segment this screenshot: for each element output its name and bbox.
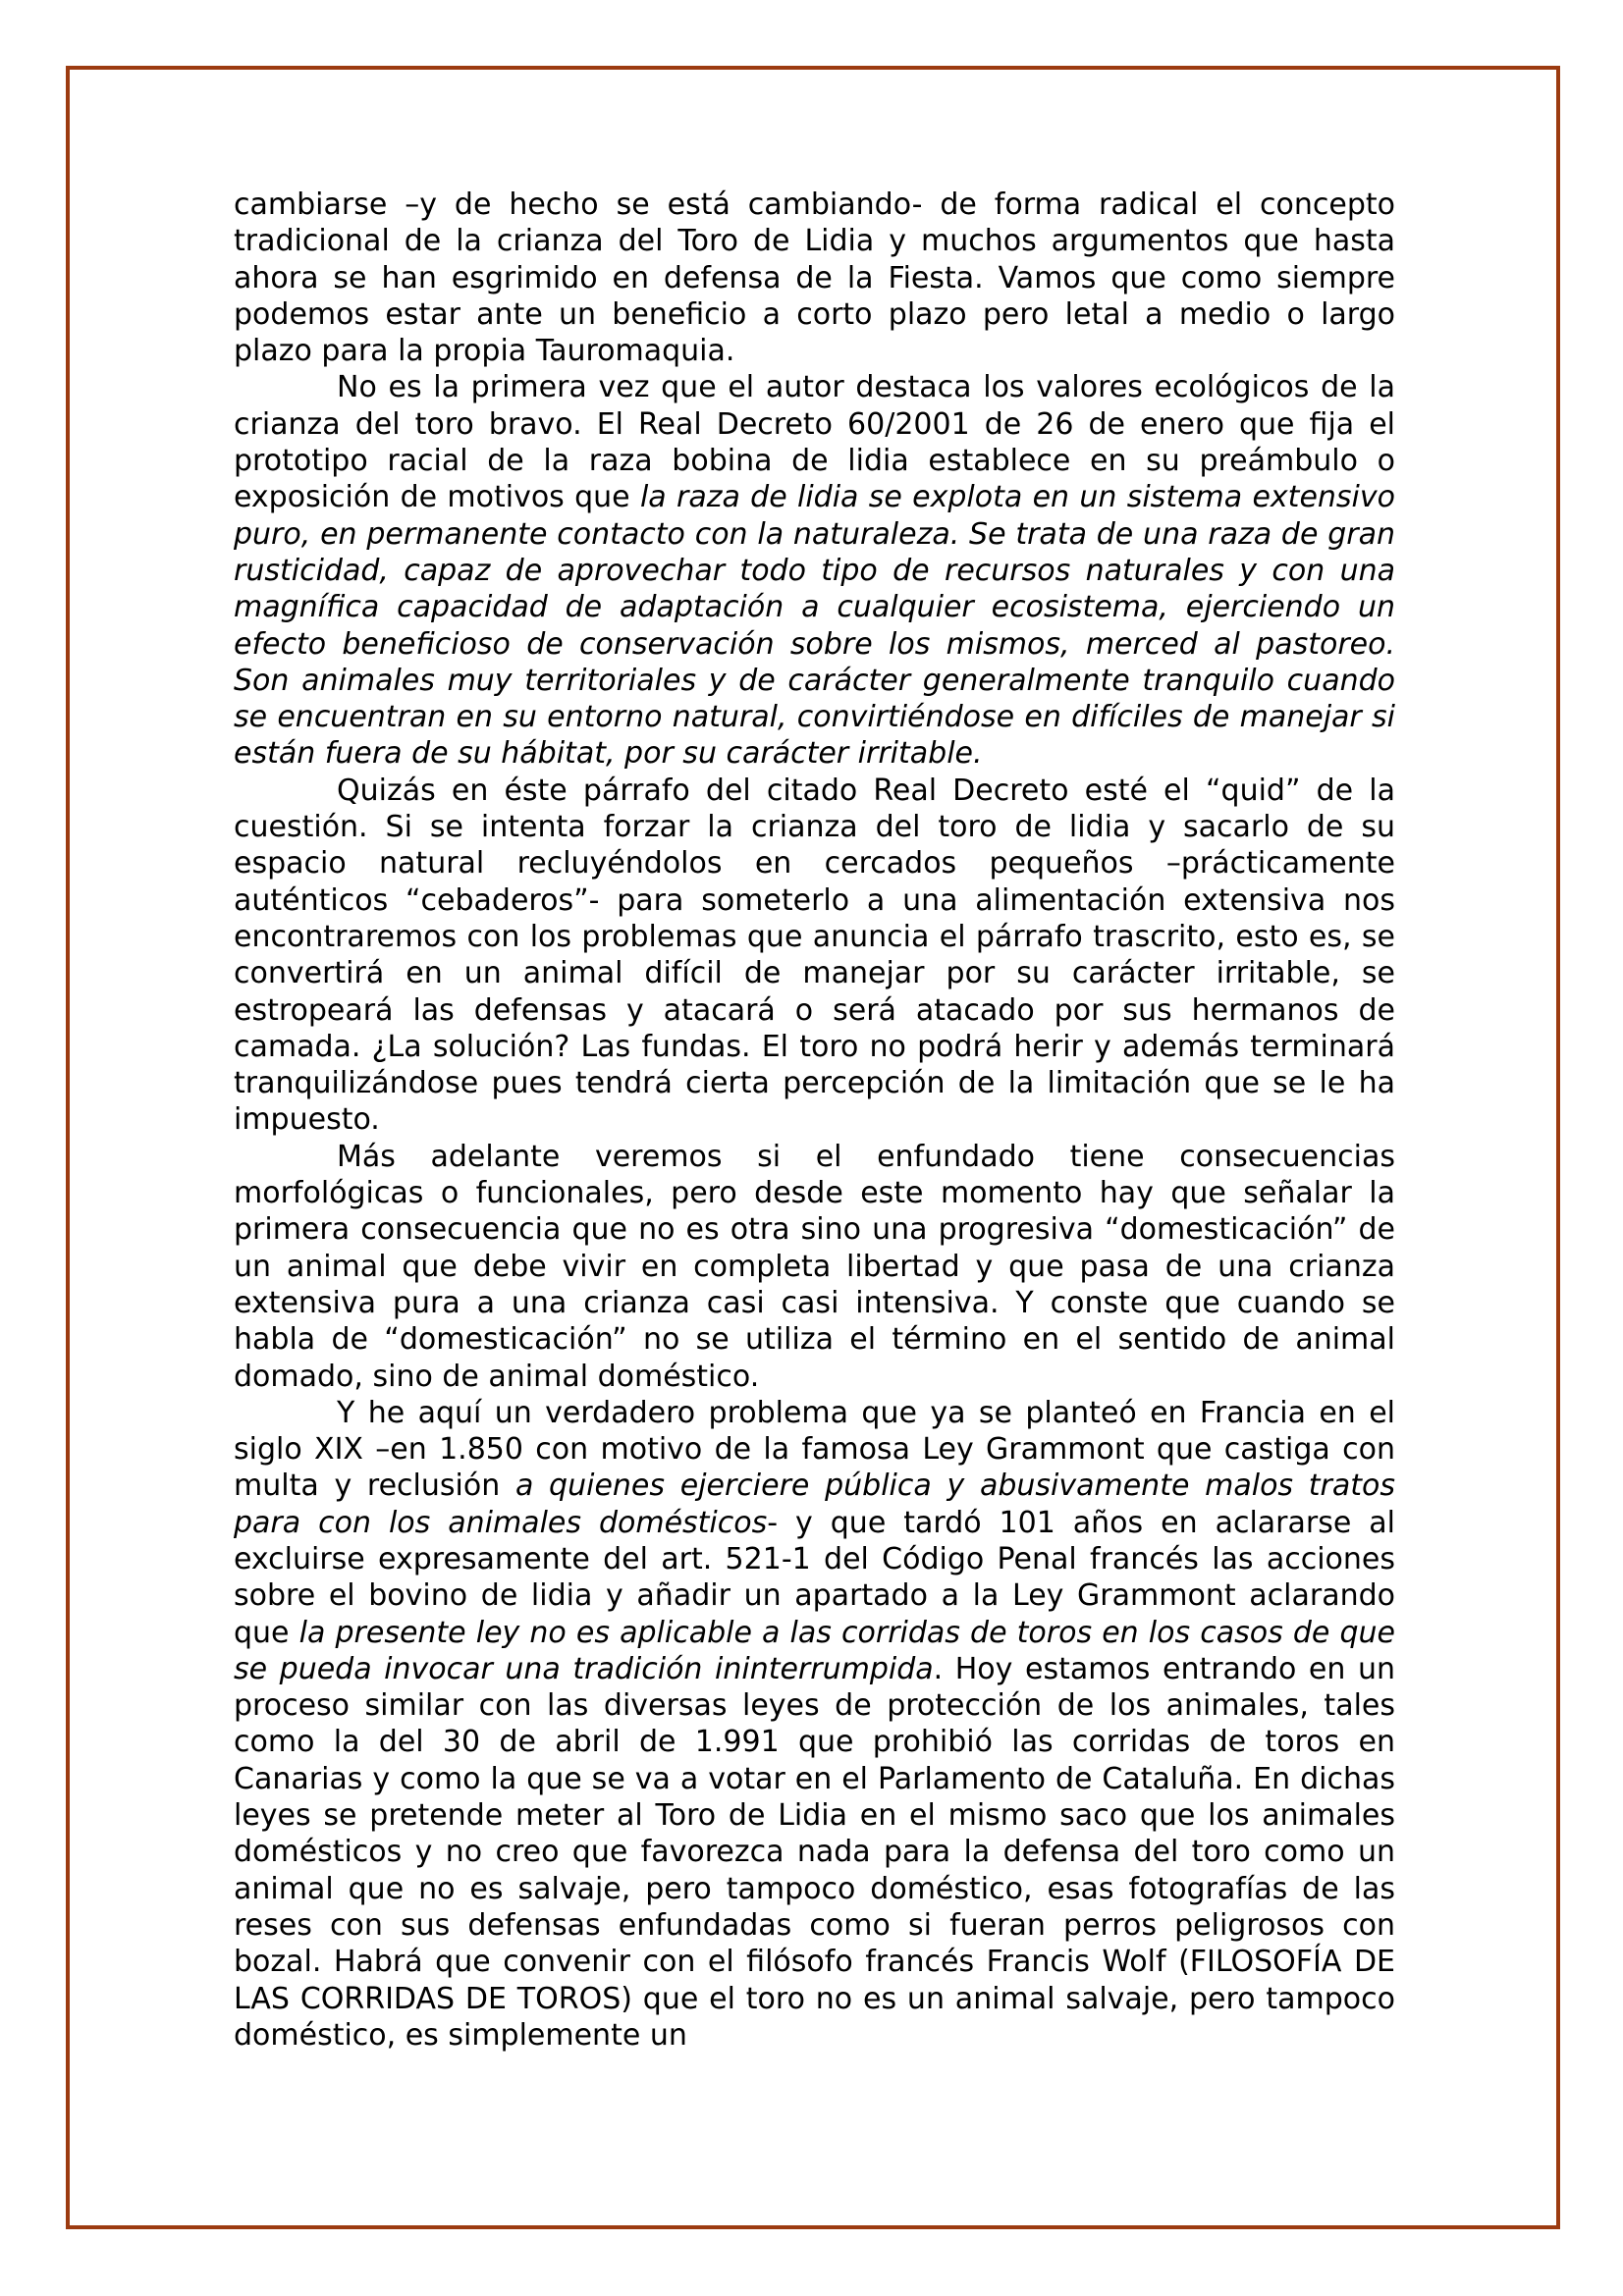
document-text: [234, 187, 1395, 2054]
paragraph: [234, 1139, 1395, 1395]
text-run: - y que tardó 101 años en aclararse al excluirse expresamente del art. 521-1 del Código Penal francés las acciones sobre el bovino de lidia y añadir un apartado a la Ley Grammont aclarando que: [234, 1505, 1395, 1650]
text-run-italic: la presente ley no es aplicable a las corridas de toros en los casos de que se pueda invocar una tradición ininterrumpida: [234, 1615, 1395, 1686]
text-run: Y he aquí un verdadero problema que ya se planteó en Francia en el siglo XIX –en 1.850 con motivo de la famosa Ley Grammont que castiga con multa y reclusión: [234, 1395, 1395, 1504]
text-run: cambiarse –y de hecho se está cambiando- de forma radical el concepto tradicional de la crianza del Toro de Lidia y muchos argumentos que hasta ahora se han esgrimido en defensa de la Fiesta. Vamos que como siempre podemos estar ante un beneficio a corto plazo pero letal a medio o largo plazo para la propia Tauromaquia.: [234, 187, 1395, 369]
text-run-italic: la raza de lidia se explota en un sistema extensivo puro, en permanente contacto con la naturaleza. Se trata de una raza de gran rusticidad, capaz de aprovechar todo tipo de recursos naturales y con una magnífica capacidad de adaptación a cualquier ecosistema, ejerciendo un efecto beneficioso de conservación sobre los mismos, merced al pastoreo. Son animales muy territoriales y de carácter generalmente tranquilo cuando se encuentran en su entorno natural, convirtiéndose en difíciles de manejar si están fuera de su hábitat, por su carácter irritable.: [234, 480, 1395, 772]
text-run: . Hoy estamos entrando en un proceso similar con las diversas leyes de protección de los animales, tales como la del 30 de abril de 1.991 que prohibió las corridas de toros en Canarias y como la que se va a votar en el Parlamento de Cataluña. En dichas leyes se pretende meter al Toro de Lidia en el mismo saco que los animales domésticos y no creo que favorezca nada para la defensa del toro como un animal que no es salvaje, pero tampoco doméstico, esas fotografías de las reses con sus defensas enfundadas como si fueran perros peligrosos con bozal. Habrá que convenir con el filósofo francés Francis Wolf (FILOSOFÍA DE LAS CORRIDAS DE TOROS) que el toro no es un animal salvaje, pero tampoco doméstico, es simplemente un: [234, 1651, 1395, 2053]
text-run: Quizás en éste párrafo del citado Real Decreto esté el “quid” de la cuestión. Si se intenta forzar la crianza del toro de lidia y sacarlo de su espacio natural recluyéndolos en cercados pequeños –prácticamente auténticos “cebaderos”- para someterlo a una alimentación extensiva nos encontraremos con los problemas que anuncia el párrafo trascrito, esto es, se convertirá en un animal difícil de manejar por su carácter irritable, se estropeará las defensas y atacará o será atacado por sus hermanos de camada. ¿La solución? Las fundas. El toro no podrá herir y además terminará tranquilizándose pues tendrá cierta percepción de la limitación que se le ha impuesto.: [234, 773, 1395, 1138]
paragraph: [234, 187, 1395, 369]
paragraph: [234, 369, 1395, 772]
text-run: Más adelante veremos si el enfundado tiene consecuencias morfológicas o funcionales, pero desde este momento hay que señalar la primera consecuencia que no es otra sino una progresiva “domesticación” de un animal que debe vivir en completa libertad y que pasa de una crianza extensiva pura a una crianza casi casi intensiva. Y conste que cuando se habla de “domesticación” no se utiliza el término en el sentido de animal domado, sino de animal doméstico.: [234, 1139, 1395, 1394]
text-run-italic: a quienes ejerciere pública y abusivamente malos tratos para con los animales domésticos: [234, 1468, 1396, 1540]
paragraph: [234, 773, 1395, 1139]
paragraph: [234, 1395, 1395, 2054]
text-run: No es la primera vez que el autor destaca los valores ecológicos de la crianza del toro bravo. El Real Decreto 60/2001 de 26 de enero que fija el prototipo racial de la raza bobina de lidia establece en su preámbulo o exposición de motivos que: [234, 370, 1395, 515]
